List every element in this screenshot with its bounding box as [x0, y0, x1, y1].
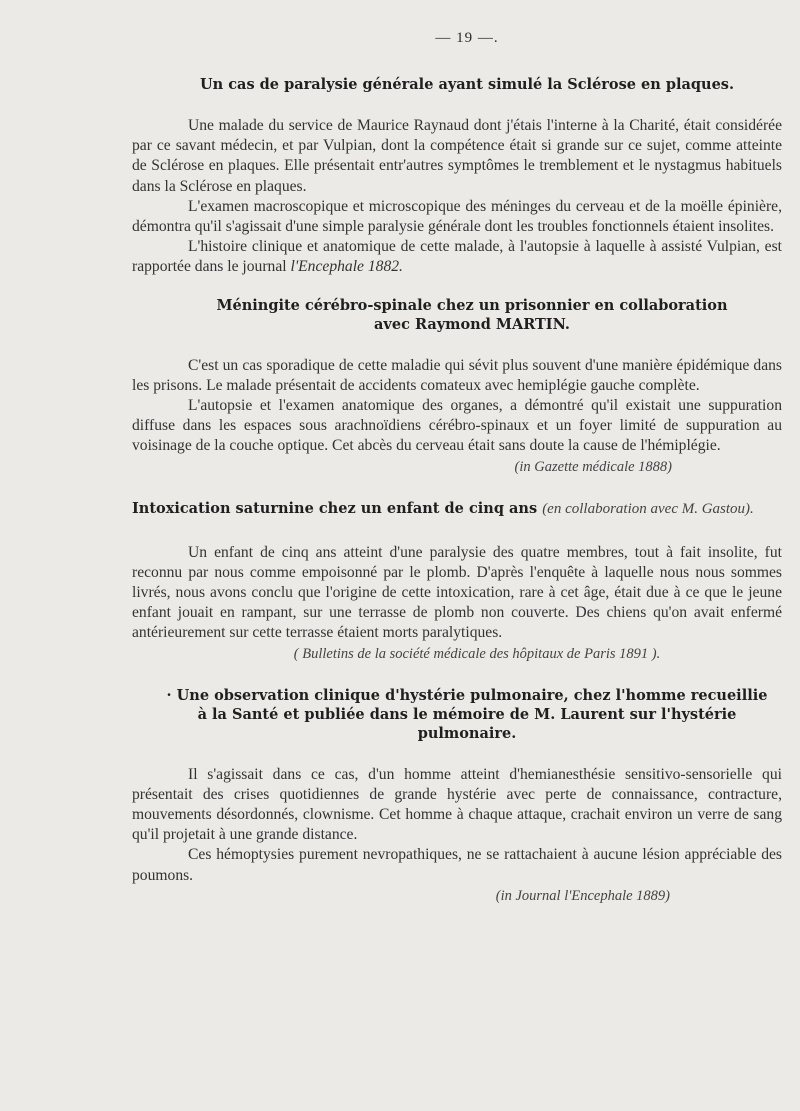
section-title-line: à la Santé et publiée dans le mémoire de M. Laurent sur l'hystérie pulmonaire. — [197, 705, 737, 742]
section-title: Un cas de paralysie générale ayant simulé la Sclérose en plaques. — [199, 76, 735, 93]
page-number: — 19 —. — [435, 30, 499, 46]
paragraph — [132, 237, 782, 277]
section-title — [132, 296, 782, 334]
section-meningite — [132, 296, 782, 477]
section-title-line: Méningite cérébro-spinale chez un prisonnier en collaboration — [216, 296, 728, 314]
section-title-main: Intoxication saturnine chez un enfant de cinq ans — [132, 499, 538, 517]
paragraph: Il s'agissait dans ce cas, d'un homme atteint d'hemianesthésie sensitivo-sensorielle qui présentait des crises quotidiennes de grande hystérie avec perte de connaissance, contracture, mouvements désordonnés, clownisme. Cet homme à chaque attaque, crachait environ un verre de sang qu'il projetait à une grande distance. — [132, 765, 782, 844]
paragraph: Un enfant de cinq ans atteint d'une paralysie des quatre membres, tout à fait insolite, fut reconnu par nous comme empoisonné par le plomb. D'après l'enquête à laquelle nous nous sommes livrés, nous avons conclu que l'origine de cette intoxication, rare à cet âge, était due à ce que le jeune enfant jouait en rampant, sur une terrasse de plomb non couverte. Des chiens qu'on avait enfermé antérieurement sur cette terrasse étaient morts paralytiques. — [132, 543, 782, 642]
paragraph-text: L'histoire clinique et anatomique de cette malade, à l'autopsie à laquelle à assisté Vulpian, est rapportée dans le journal — [132, 238, 782, 276]
section-title-line: avec Raymond MARTIN. — [374, 315, 570, 333]
paragraph: Une malade du service de Maurice Raynaud dont j'étais l'interne à la Charité, était considérée par ce savant médecin, et par Vulpian, dont la compétence était si grande sur ce sujet, comme atteinte de Sclérose en plaques. Elle présentait entr'autres symptômes le tremblement et le nystagmus habituels dans la Sclérose en plaques. — [132, 117, 782, 195]
paragraph: Ces hémoptysies purement nevropathiques, ne se rattachaient à aucune lésion appréciable des poumons. — [132, 846, 782, 884]
section-title-line: · Une observation clinique d'hystérie pulmonaire, chez l'homme recueillie — [166, 686, 768, 704]
citation: ( Bulletins de la société médicale des hôpitaux de Paris 1891 ). — [293, 645, 661, 662]
section-paralysie-generale — [132, 75, 782, 278]
paragraph: L'autopsie et l'examen anatomique des organes, a démontré qu'il existait une suppuration diffuse dans les espaces sous arachnoïdiens cérébro-spinaux et un foyer limité de suppuration au voisinage de la couche optique. Cet abcès du cerveau était sans doute la cause de l'hémiplégie. — [132, 397, 782, 455]
section-intoxication-saturnine — [132, 499, 782, 664]
section-hysterie-pulmonaire — [132, 686, 782, 906]
section-title — [132, 499, 782, 519]
section-title — [132, 686, 782, 743]
paragraph: L'examen macroscopique et microscopique des méninges du cerveau et de la moëlle épinière, démontra qu'il s'agissait d'une simple paralysie générale dont les troubles fonctionnels étaient insolites. — [132, 197, 782, 236]
citation: (in Journal l'Encephale 1889) — [495, 887, 670, 904]
section-title-note: (en collaboration avec M. Gastou). — [542, 500, 754, 517]
citation: (in Gazette médicale 1888) — [514, 458, 672, 475]
paragraph: C'est un cas sporadique de cette maladie qui sévit plus souvent d'une manière épidémique dans les prisons. Le malade présentait de accidents comateux avec hemiplégie gauche complète. — [132, 356, 782, 394]
journal-reference: l'Encephale 1882. — [290, 258, 403, 276]
